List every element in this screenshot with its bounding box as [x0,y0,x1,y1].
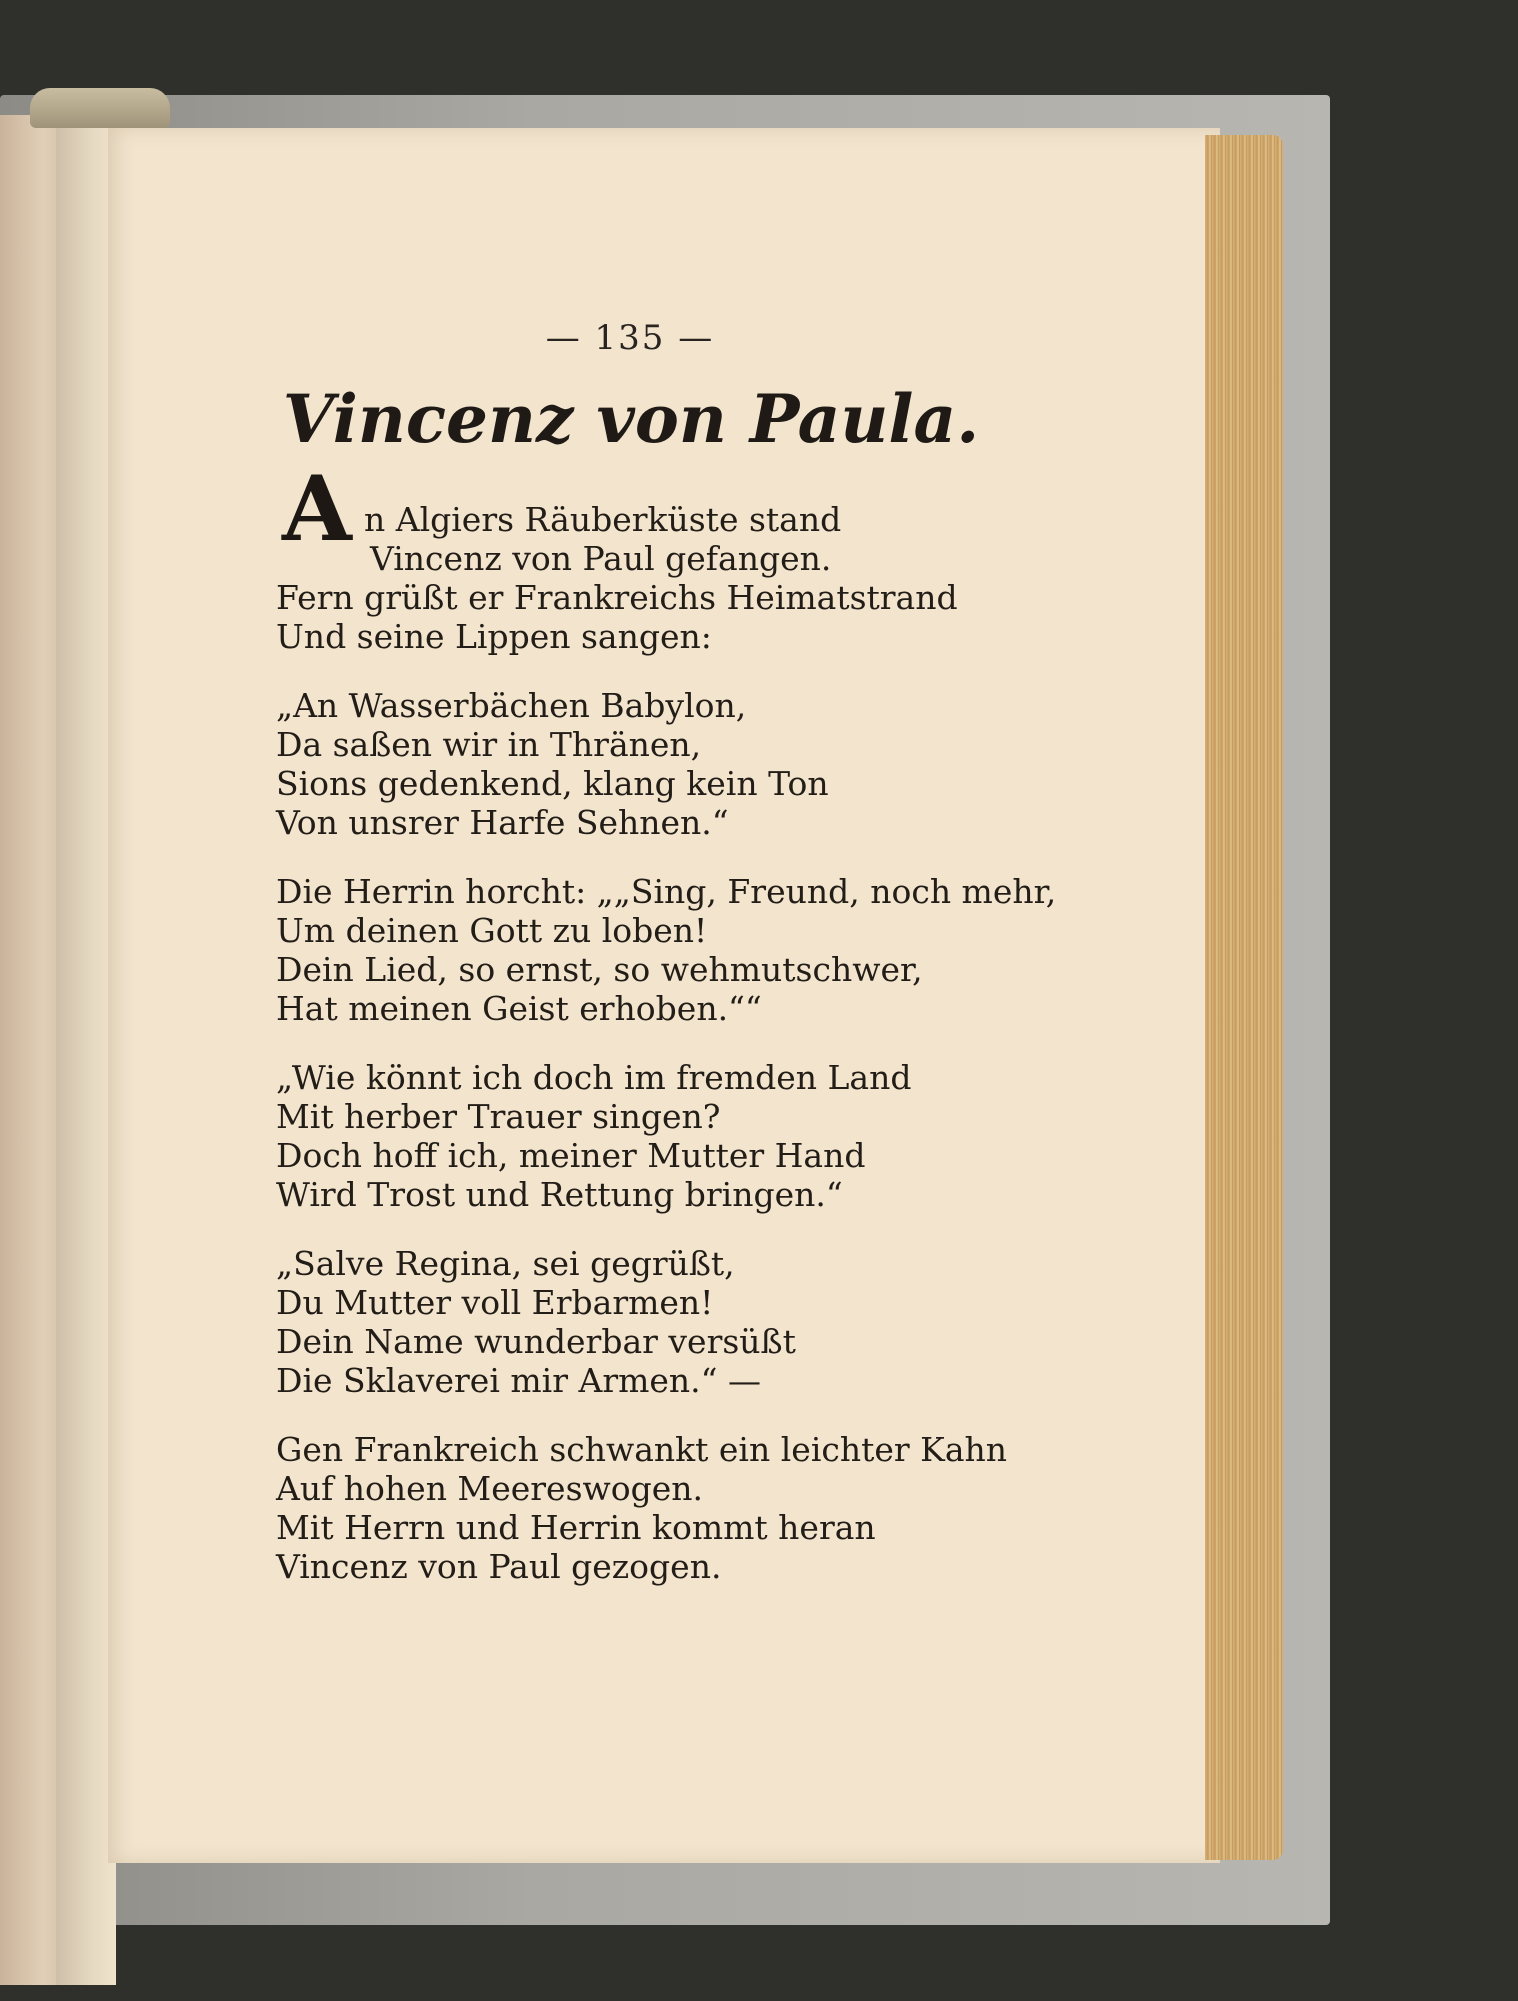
poem-line: Gen Frankreich schwankt ein leichter Kahn [276,1430,1007,1469]
page-number: — 135 — [545,318,715,358]
poem-line: Vincenz von Paul gefangen. [370,539,832,578]
poem-line: Vincenz von Paul gezogen. [276,1547,722,1586]
poem-line: Und seine Lippen sangen: [276,617,712,656]
bookmark-ribbon [30,88,170,128]
stanza [276,500,1096,656]
poem-line: „Wie könnt ich doch im fremden Land [276,1058,912,1097]
poem-line: Von unsrer Harfe Sehnen.“ [276,803,729,842]
poem-line: n Algiers Räuberküste stand [364,500,842,539]
poem-line: Da saßen wir in Thränen, [276,725,702,764]
stanza [276,1244,1096,1400]
stanza [276,686,1096,842]
poem-line: „An Wasserbächen Babylon, [276,686,747,725]
poem-line: Auf hohen Meereswogen. [276,1469,704,1508]
poem-line: Die Herrin horcht: „„Sing, Freund, noch mehr, [276,872,1057,911]
poem-line: Fern grüßt er Frankreichs Heimatstrand [276,578,958,617]
stanza [276,1058,1096,1214]
poem-line: Mit herber Trauer singen? [276,1097,721,1136]
poem-line: „Salve Regina, sei gegrüßt, [276,1244,735,1283]
poem-body [276,500,1096,1616]
poem-title: Vincenz von Paula. [282,380,980,458]
poem-line: Sions gedenkend, klang kein Ton [276,764,829,803]
stanza [276,1430,1096,1586]
stanza [276,872,1096,1028]
poem-line: Dein Name wunderbar versüßt [276,1322,796,1361]
poem-line: Hat meinen Geist erhoben.““ [276,989,762,1028]
poem-line: Doch hoff ich, meiner Mutter Hand [276,1136,866,1175]
poem-line: Dein Lied, so ernst, so wehmutschwer, [276,950,923,989]
poem-line: Um deinen Gott zu loben! [276,911,708,950]
drop-cap: A [282,456,352,562]
poem-line: Du Mutter voll Erbarmen! [276,1283,714,1322]
poem-line: Mit Herrn und Herrin kommt heran [276,1508,876,1547]
poem-line: Die Sklaverei mir Armen.“ — [276,1361,762,1400]
poem-line: Wird Trost und Rettung bringen.“ [276,1175,843,1214]
